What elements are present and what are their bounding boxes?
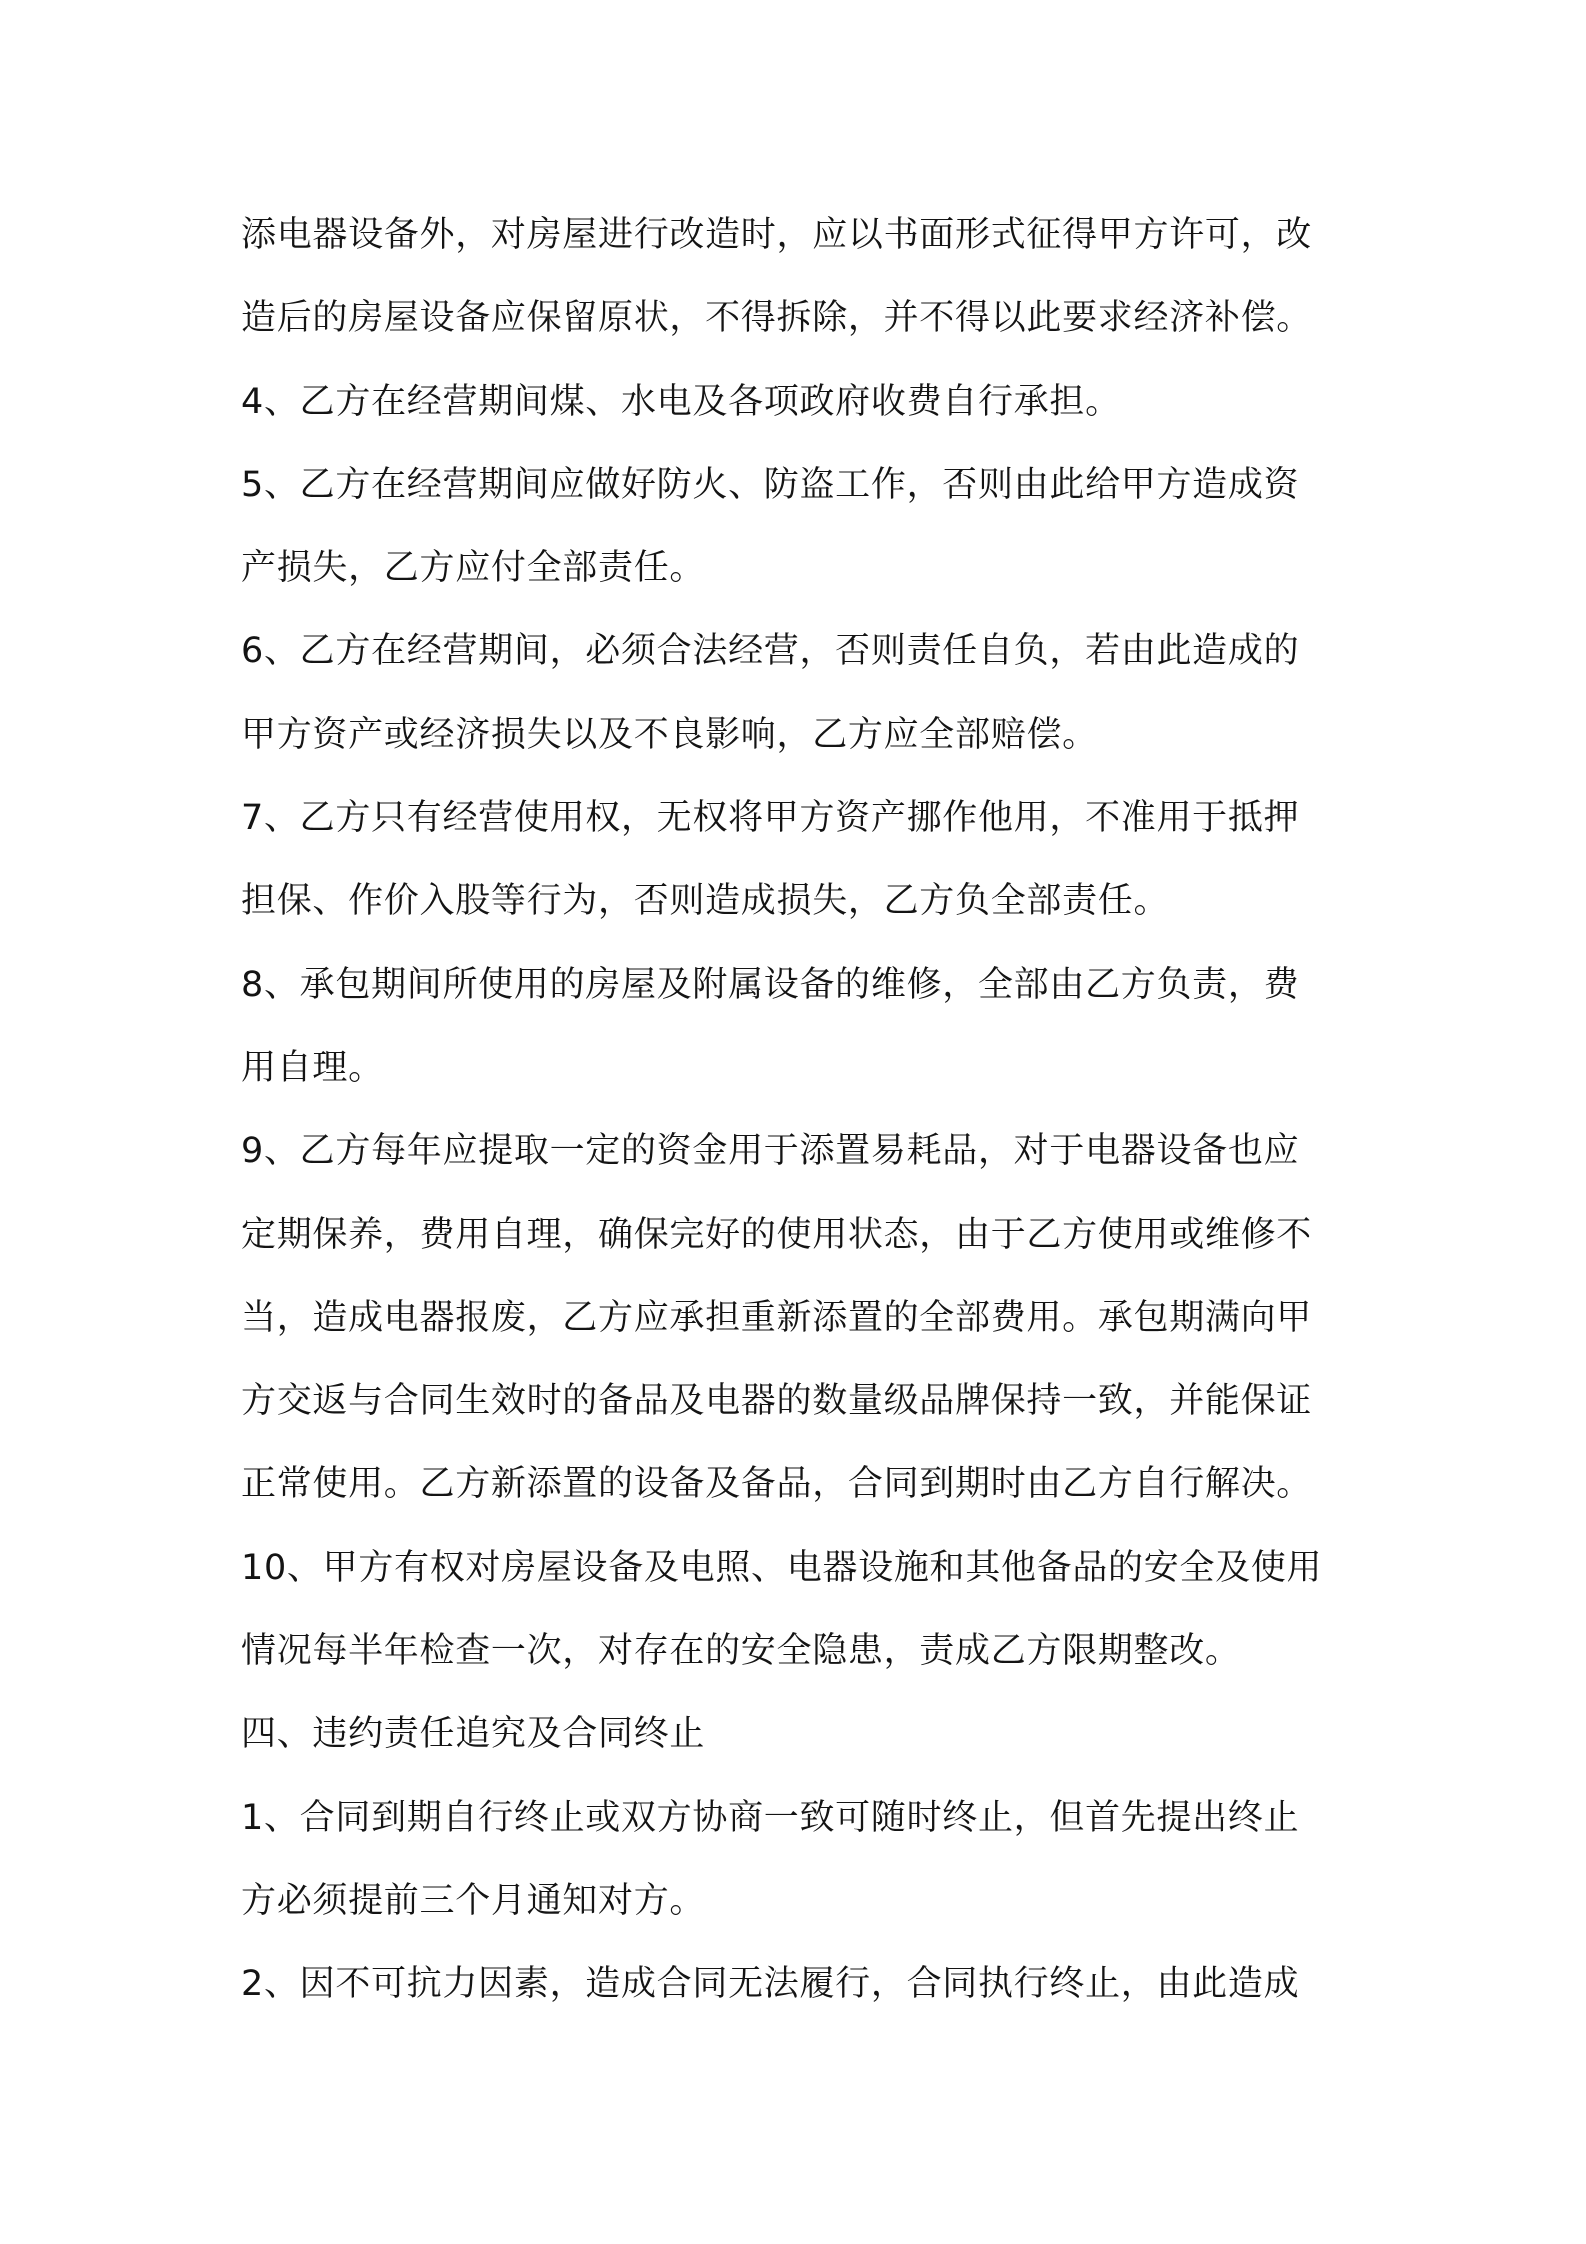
text-line: 定期保养，费用自理，确保完好的使用状态，由于乙方使用或维修不 [241, 1214, 1313, 1255]
text-line: 情况每半年检查一次，对存在的安全隐患，责成乙方限期整改。 [241, 1631, 1241, 1672]
section-heading: 四、违约责任追究及合同终止 [241, 1714, 706, 1755]
text-line: 方必须提前三个月通知对方。 [241, 1880, 706, 1921]
text-line: 甲方资产或经济损失以及不良影响，乙方应全部赔偿。 [241, 714, 1098, 755]
text-line: 产损失，乙方应付全部责任。 [241, 548, 706, 589]
text-line: 6、乙方在经营期间，必须合法经营，否则责任自负，若由此造成的 [241, 631, 1300, 672]
text-line: 担保、作价入股等行为，否则造成损失，乙方负全部责任。 [241, 881, 1170, 922]
text-line: 2、因不可抗力因素，造成合同无法履行，合同执行终止，由此造成 [241, 1964, 1300, 2005]
text-line: 7、乙方只有经营使用权，无权将甲方资产挪作他用，不准用于抵押 [241, 798, 1300, 839]
text-line: 当，造成电器报废，乙方应承担重新添置的全部费用。承包期满向甲 [241, 1297, 1313, 1338]
text-line: 正常使用。乙方新添置的设备及备品，合同到期时由乙方自行解决。 [241, 1464, 1313, 1505]
text-line: 造后的房屋设备应保留原状，不得拆除，并不得以此要求经济补偿。 [241, 298, 1313, 339]
text-line: 1、合同到期自行终止或双方协商一致可随时终止，但首先提出终止 [241, 1797, 1300, 1838]
text-line: 10、甲方有权对房屋设备及电照、电器设施和其他备品的安全及使用 [241, 1547, 1323, 1588]
text-line: 方交返与合同生效时的备品及电器的数量级品牌保持一致，并能保证 [241, 1381, 1313, 1422]
text-line: 8、承包期间所使用的房屋及附属设备的维修，全部由乙方负责，费 [241, 964, 1300, 1005]
text-line: 9、乙方每年应提取一定的资金用于添置易耗品，对于电器设备也应 [241, 1131, 1300, 1172]
text-line: 添电器设备外，对房屋进行改造时，应以书面形式征得甲方许可，改 [241, 215, 1313, 255]
text-line: 用自理。 [241, 1047, 384, 1088]
document-body [241, 194, 1361, 2027]
text-line: 4、乙方在经营期间煤、水电及各项政府收费自行承担。 [241, 381, 1121, 422]
text-line: 5、乙方在经营期间应做好防火、防盗工作，否则由此给甲方造成资 [241, 464, 1300, 505]
